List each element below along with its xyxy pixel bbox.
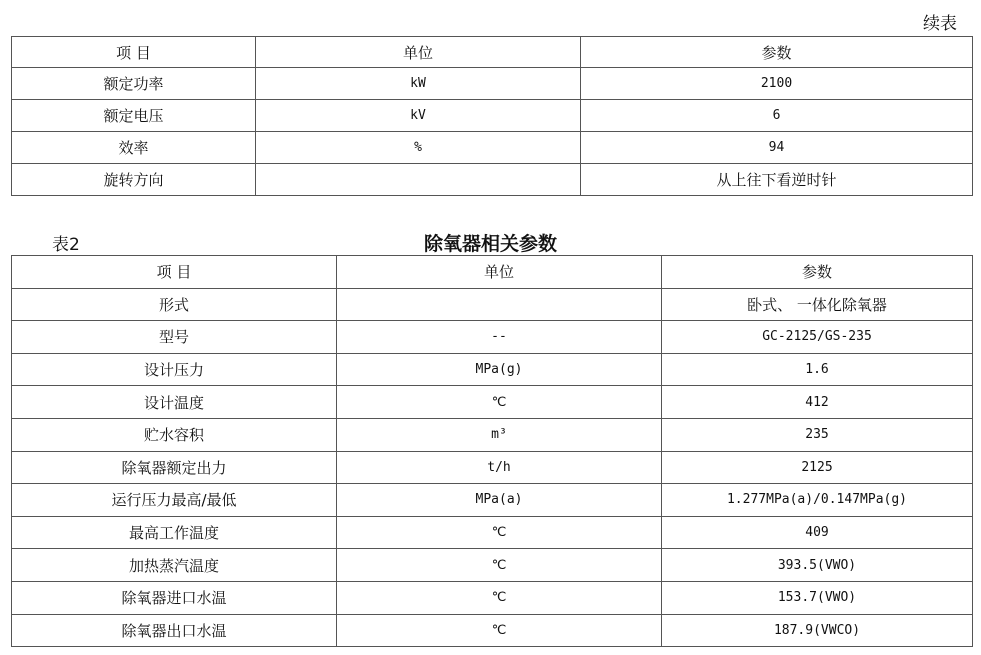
header-param: 参数 bbox=[581, 37, 973, 68]
table-row bbox=[12, 353, 973, 386]
row-item: 设计压力 bbox=[12, 353, 337, 386]
row-unit: ℃ bbox=[337, 614, 662, 647]
row-value: GC-2125/GS-235 bbox=[662, 321, 973, 354]
table-row bbox=[12, 418, 973, 451]
header-param: 参数 bbox=[662, 256, 973, 289]
row-value: 2125 bbox=[662, 451, 973, 484]
row-value: 卧式、 一体化除氧器 bbox=[662, 288, 973, 321]
table-row bbox=[12, 386, 973, 419]
motor-params-table bbox=[11, 36, 973, 196]
table-title: 除氧器相关参数 bbox=[423, 233, 557, 255]
table-row bbox=[12, 288, 973, 321]
deaerator-params-table bbox=[11, 255, 973, 647]
continued-label: 续表 bbox=[923, 14, 957, 34]
row-item: 贮水容积 bbox=[12, 418, 337, 451]
table-row bbox=[12, 581, 973, 614]
row-value: 2100 bbox=[581, 68, 973, 100]
row-unit: kW bbox=[256, 68, 581, 100]
table-number-label: 表2 bbox=[52, 235, 80, 255]
header-unit: 单位 bbox=[256, 37, 581, 68]
row-unit bbox=[337, 288, 662, 321]
row-item: 额定电压 bbox=[12, 100, 256, 132]
row-item: 除氧器进口水温 bbox=[12, 581, 337, 614]
row-value: 6 bbox=[581, 100, 973, 132]
row-item: 除氧器出口水温 bbox=[12, 614, 337, 647]
table-row bbox=[12, 614, 973, 647]
row-value: 412 bbox=[662, 386, 973, 419]
table-row bbox=[12, 516, 973, 549]
table-row bbox=[12, 484, 973, 517]
row-value: 393.5(VWO) bbox=[662, 549, 973, 582]
row-unit: ℃ bbox=[337, 516, 662, 549]
row-value: 153.7(VWO) bbox=[662, 581, 973, 614]
row-unit: ℃ bbox=[337, 386, 662, 419]
row-unit: kV bbox=[256, 100, 581, 132]
table-row bbox=[12, 132, 973, 164]
header-item: 项 目 bbox=[12, 37, 256, 68]
row-item: 效率 bbox=[12, 132, 256, 164]
table-row bbox=[12, 164, 973, 196]
row-item: 型号 bbox=[12, 321, 337, 354]
row-item: 除氧器额定出力 bbox=[12, 451, 337, 484]
header-unit: 单位 bbox=[337, 256, 662, 289]
row-unit: -- bbox=[337, 321, 662, 354]
row-unit: MPa(a) bbox=[337, 484, 662, 517]
row-unit: m³ bbox=[337, 418, 662, 451]
row-unit: t/h bbox=[337, 451, 662, 484]
row-unit: ℃ bbox=[337, 549, 662, 582]
row-unit bbox=[256, 164, 581, 196]
table-row bbox=[12, 549, 973, 582]
table-header-row bbox=[12, 256, 973, 289]
row-item: 运行压力最高/最低 bbox=[12, 484, 337, 517]
row-item: 额定功率 bbox=[12, 68, 256, 100]
row-item: 设计温度 bbox=[12, 386, 337, 419]
row-item: 最高工作温度 bbox=[12, 516, 337, 549]
header-item: 项 目 bbox=[12, 256, 337, 289]
row-value: 1.6 bbox=[662, 353, 973, 386]
row-unit: ℃ bbox=[337, 581, 662, 614]
table-row bbox=[12, 100, 973, 132]
table-row bbox=[12, 451, 973, 484]
table-row bbox=[12, 321, 973, 354]
row-item: 旋转方向 bbox=[12, 164, 256, 196]
row-unit: % bbox=[256, 132, 581, 164]
row-value: 187.9(VWCO) bbox=[662, 614, 973, 647]
row-value: 1.277MPa(a)/0.147MPa(g) bbox=[662, 484, 973, 517]
table-row bbox=[12, 68, 973, 100]
row-value: 94 bbox=[581, 132, 973, 164]
table-header-row bbox=[12, 37, 973, 68]
row-unit: MPa(g) bbox=[337, 353, 662, 386]
row-item: 加热蒸汽温度 bbox=[12, 549, 337, 582]
row-value: 409 bbox=[662, 516, 973, 549]
row-value: 从上往下看逆时针 bbox=[581, 164, 973, 196]
row-value: 235 bbox=[662, 418, 973, 451]
row-item: 形式 bbox=[12, 288, 337, 321]
